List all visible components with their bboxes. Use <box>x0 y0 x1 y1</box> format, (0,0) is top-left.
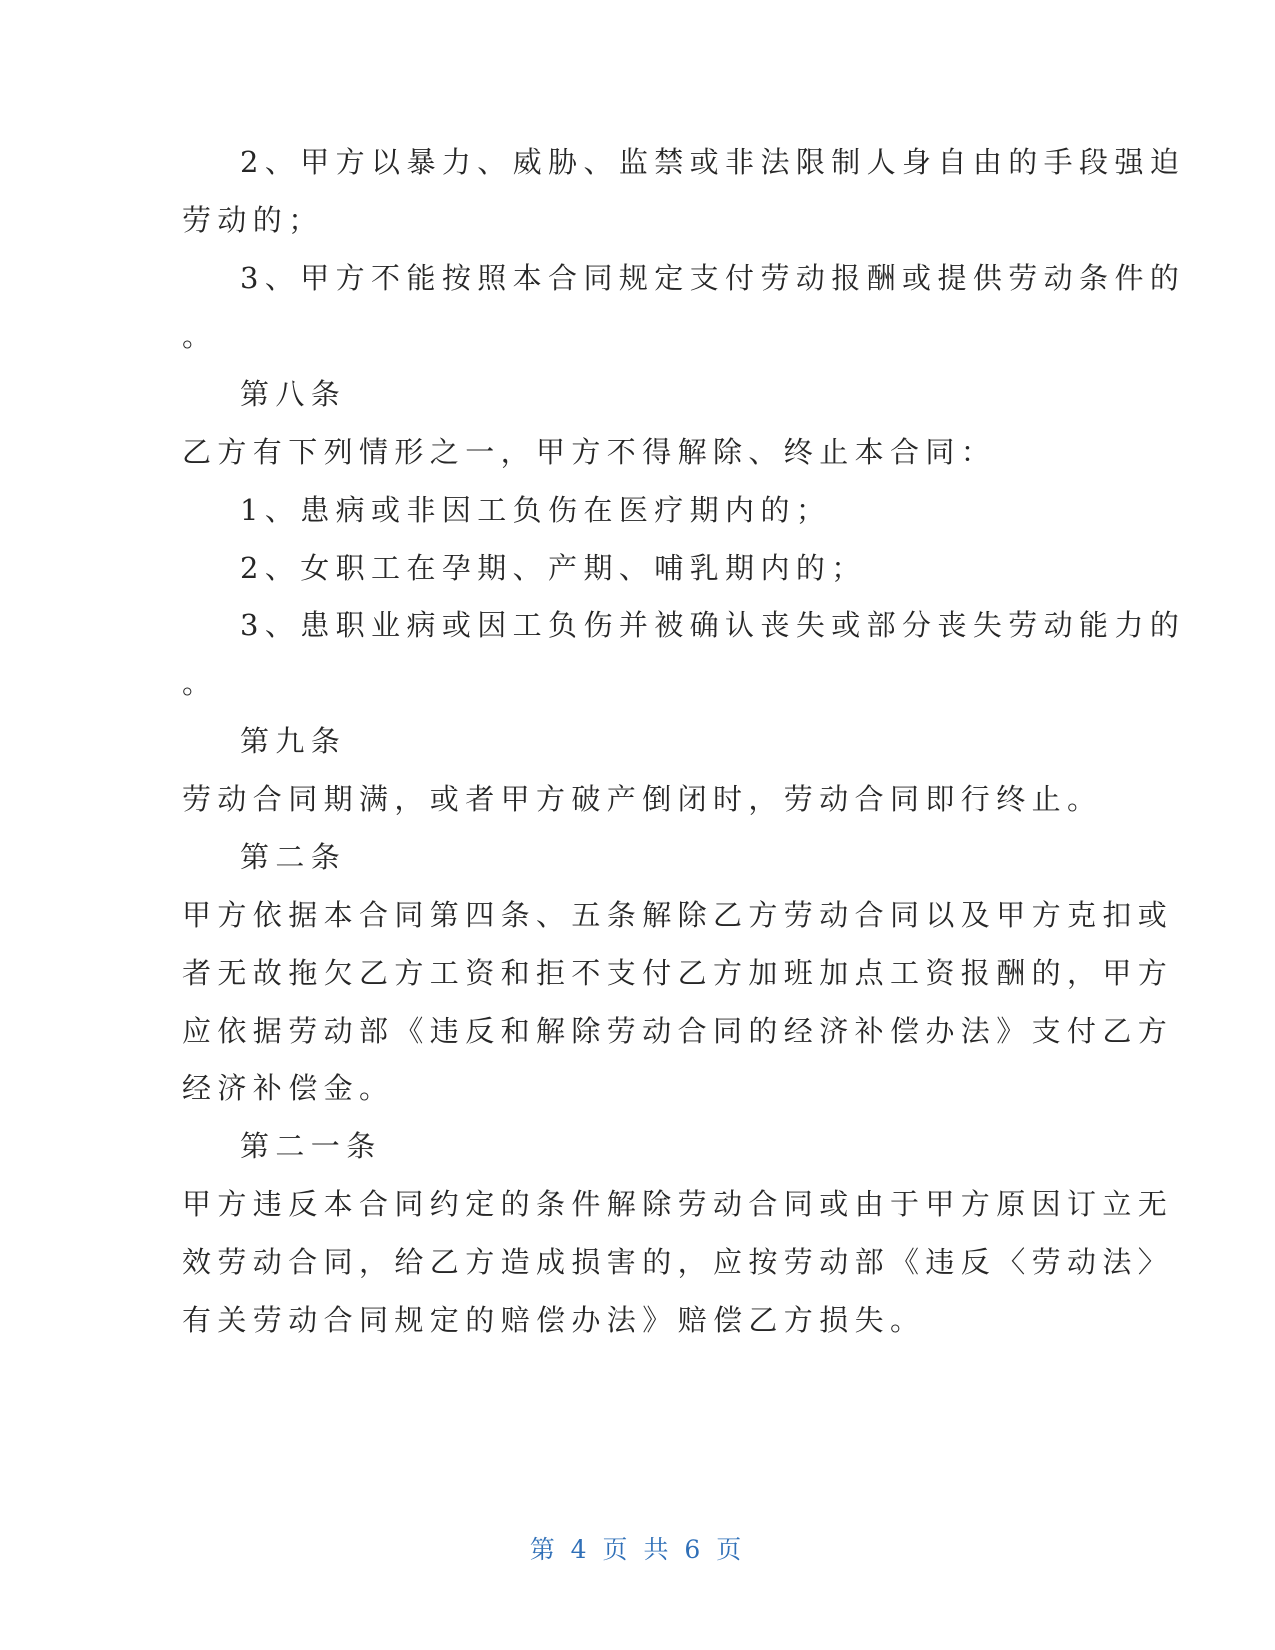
page-number-footer: 第 4 页 共 6 页 <box>529 1535 746 1564</box>
article-body: 效劳动合同，给乙方造成损害的，应按劳动部《违反〈劳动法〉 <box>182 1245 1174 1279</box>
clause-item-continuation: 。 <box>182 319 218 353</box>
article-body: 劳动合同期满，或者甲方破产倒闭时，劳动合同即行终止。 <box>182 782 1103 816</box>
article-heading: 第二一条 <box>240 1129 382 1163</box>
article-body: 应依据劳动部《违反和解除劳动合同的经济补偿办法》支付乙方 <box>182 1014 1174 1048</box>
article-body: 甲方违反本合同约定的条件解除劳动合同或由于甲方原因订立无 <box>182 1187 1174 1221</box>
article-heading: 第九条 <box>240 724 347 758</box>
clause-item: 2、甲方以暴力、威胁、监禁或非法限制人身自由的手段强迫 <box>240 145 1186 179</box>
article-heading: 第八条 <box>240 377 347 411</box>
article-body: 经济补偿金。 <box>182 1071 395 1105</box>
clause-item: 2、女职工在孕期、产期、哺乳期内的； <box>240 551 867 585</box>
clause-item-continuation: 。 <box>182 666 218 700</box>
clause-item: 3、甲方不能按照本合同规定支付劳动报酬或提供劳动条件的 <box>240 261 1186 295</box>
article-body: 有关劳动合同规定的赔偿办法》赔偿乙方损失。 <box>182 1303 926 1337</box>
article-body: 者无故拖欠乙方工资和拒不支付乙方加班加点工资报酬的，甲方 <box>182 956 1174 990</box>
article-body: 乙方有下列情形之一，甲方不得解除、终止本合同： <box>182 435 997 469</box>
clause-item: 1、患病或非因工负伤在医疗期内的； <box>240 493 832 527</box>
article-heading: 第二条 <box>240 840 347 874</box>
clause-item-continuation: 劳动的； <box>182 203 324 237</box>
article-body: 甲方依据本合同第四条、五条解除乙方劳动合同以及甲方克扣或 <box>182 898 1174 932</box>
clause-item: 3、患职业病或因工负伤并被确认丧失或部分丧失劳动能力的 <box>240 608 1186 642</box>
